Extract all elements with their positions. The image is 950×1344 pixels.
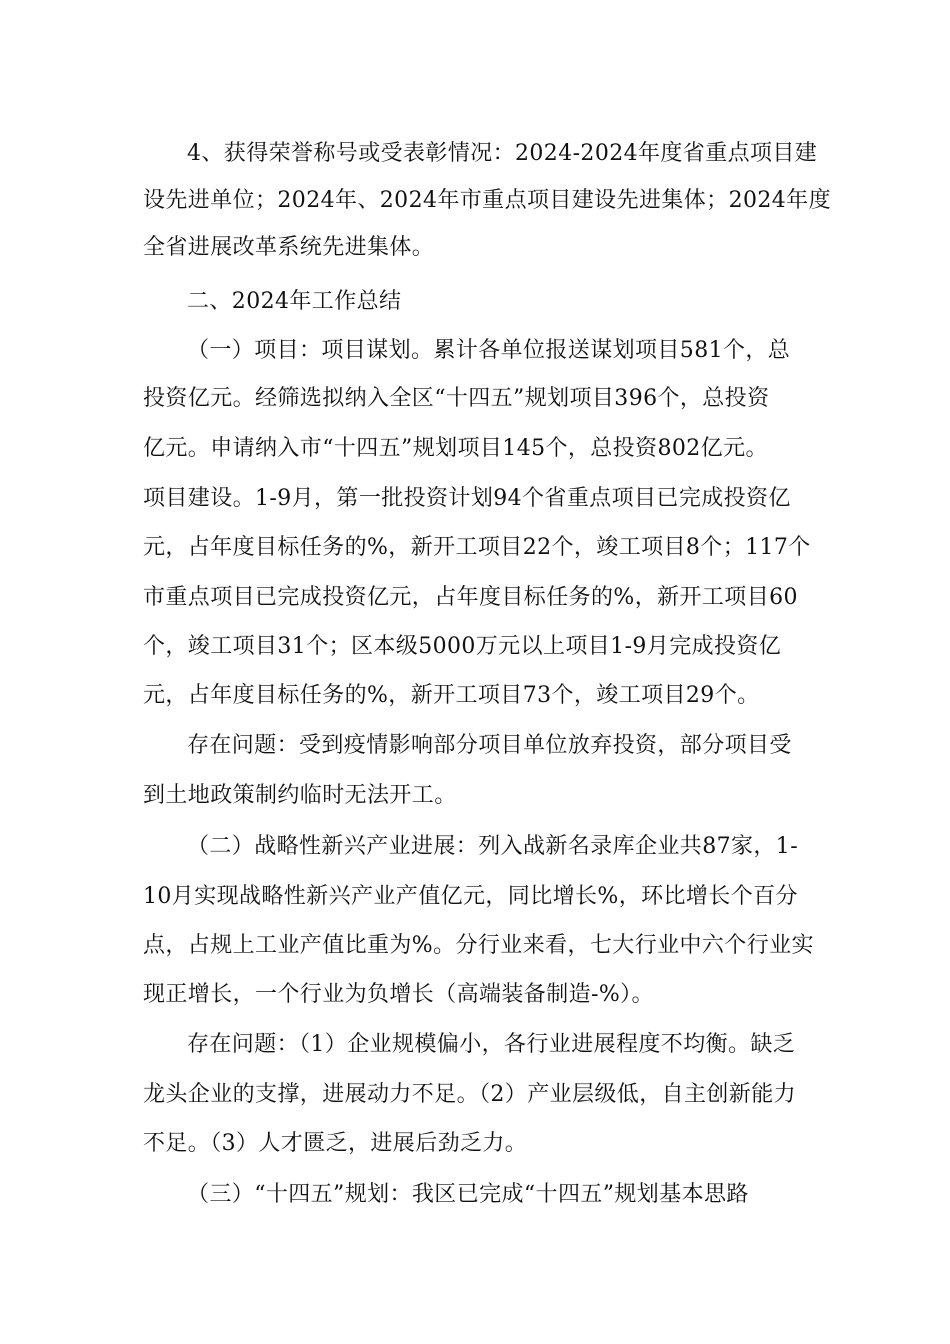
projects-line-7: 个，竣工项目31个；区本级5000万元以上项目1-9月完成投资亿 — [143, 634, 782, 659]
plan-line-1: （三）“十四五”规划：我区已完成“十四五”规划基本思路 — [187, 1182, 749, 1207]
projects-line-8: 元，占年度目标任务的%，新开工项目73个，竣工项目29个。 — [143, 683, 760, 708]
projects-line-2: 投资亿元。经筛选拟纳入全区“十四五”规划项目396个，总投资 — [143, 386, 770, 411]
industry-issues-line-1: 存在问题：（1）企业规模偏小，各行业进展程度不均衡。缺乏 — [187, 1032, 796, 1057]
honors-line-1: 4、获得荣誉称号或受表彰情况：2024-2024年度省重点项目建 — [187, 141, 818, 166]
emerging-industry-line-4: 现正增长，一个行业为负增长（高端装备制造-%）。 — [143, 982, 654, 1007]
emerging-industry-line-2: 10月实现战略性新兴产业产值亿元，同比增长%，环比增长个百分 — [143, 884, 798, 909]
projects-line-3: 亿元。申请纳入市“十四五”规划项目145个，总投资802亿元。 — [143, 436, 768, 461]
industry-issues-line-3: 不足。（3）人才匮乏，进展后劲乏力。 — [143, 1131, 528, 1156]
projects-issues-line-2: 到土地政策制约临时无法开工。 — [143, 783, 457, 808]
industry-issues-line-2: 龙头企业的支撑，进展动力不足。（2）产业层级低，自主创新能力 — [143, 1082, 796, 1107]
projects-line-5: 元，占年度目标任务的%，新开工项目22个，竣工项目8个；117个 — [143, 535, 811, 560]
emerging-industry-line-3: 点，占规上工业产值比重为%。分行业来看，七大行业中六个行业实 — [143, 933, 814, 958]
projects-issues-line-1: 存在问题：受到疫情影响部分项目单位放弃投资，部分项目受 — [187, 733, 792, 758]
projects-line-4: 项目建设。1-9月，第一批投资计划94个省重点项目已完成投资亿 — [143, 486, 791, 511]
section-heading-2024-summary: 二、2024年工作总结 — [187, 289, 402, 314]
honors-line-3: 全省进展改革系统先进集体。 — [143, 235, 435, 260]
projects-line-6: 市重点项目已完成投资亿元，占年度目标任务的%，新开工项目60 — [143, 585, 798, 610]
honors-line-2: 设先进单位；2024年、2024年市重点项目建设先进集体；2024年度 — [143, 188, 831, 213]
projects-line-1: （一）项目：项目谋划。累计各单位报送谋划项目581个，总 — [187, 338, 791, 363]
emerging-industry-line-1: （二）战略性新兴产业进展：列入战新名录库企业共87家，1- — [187, 834, 799, 859]
